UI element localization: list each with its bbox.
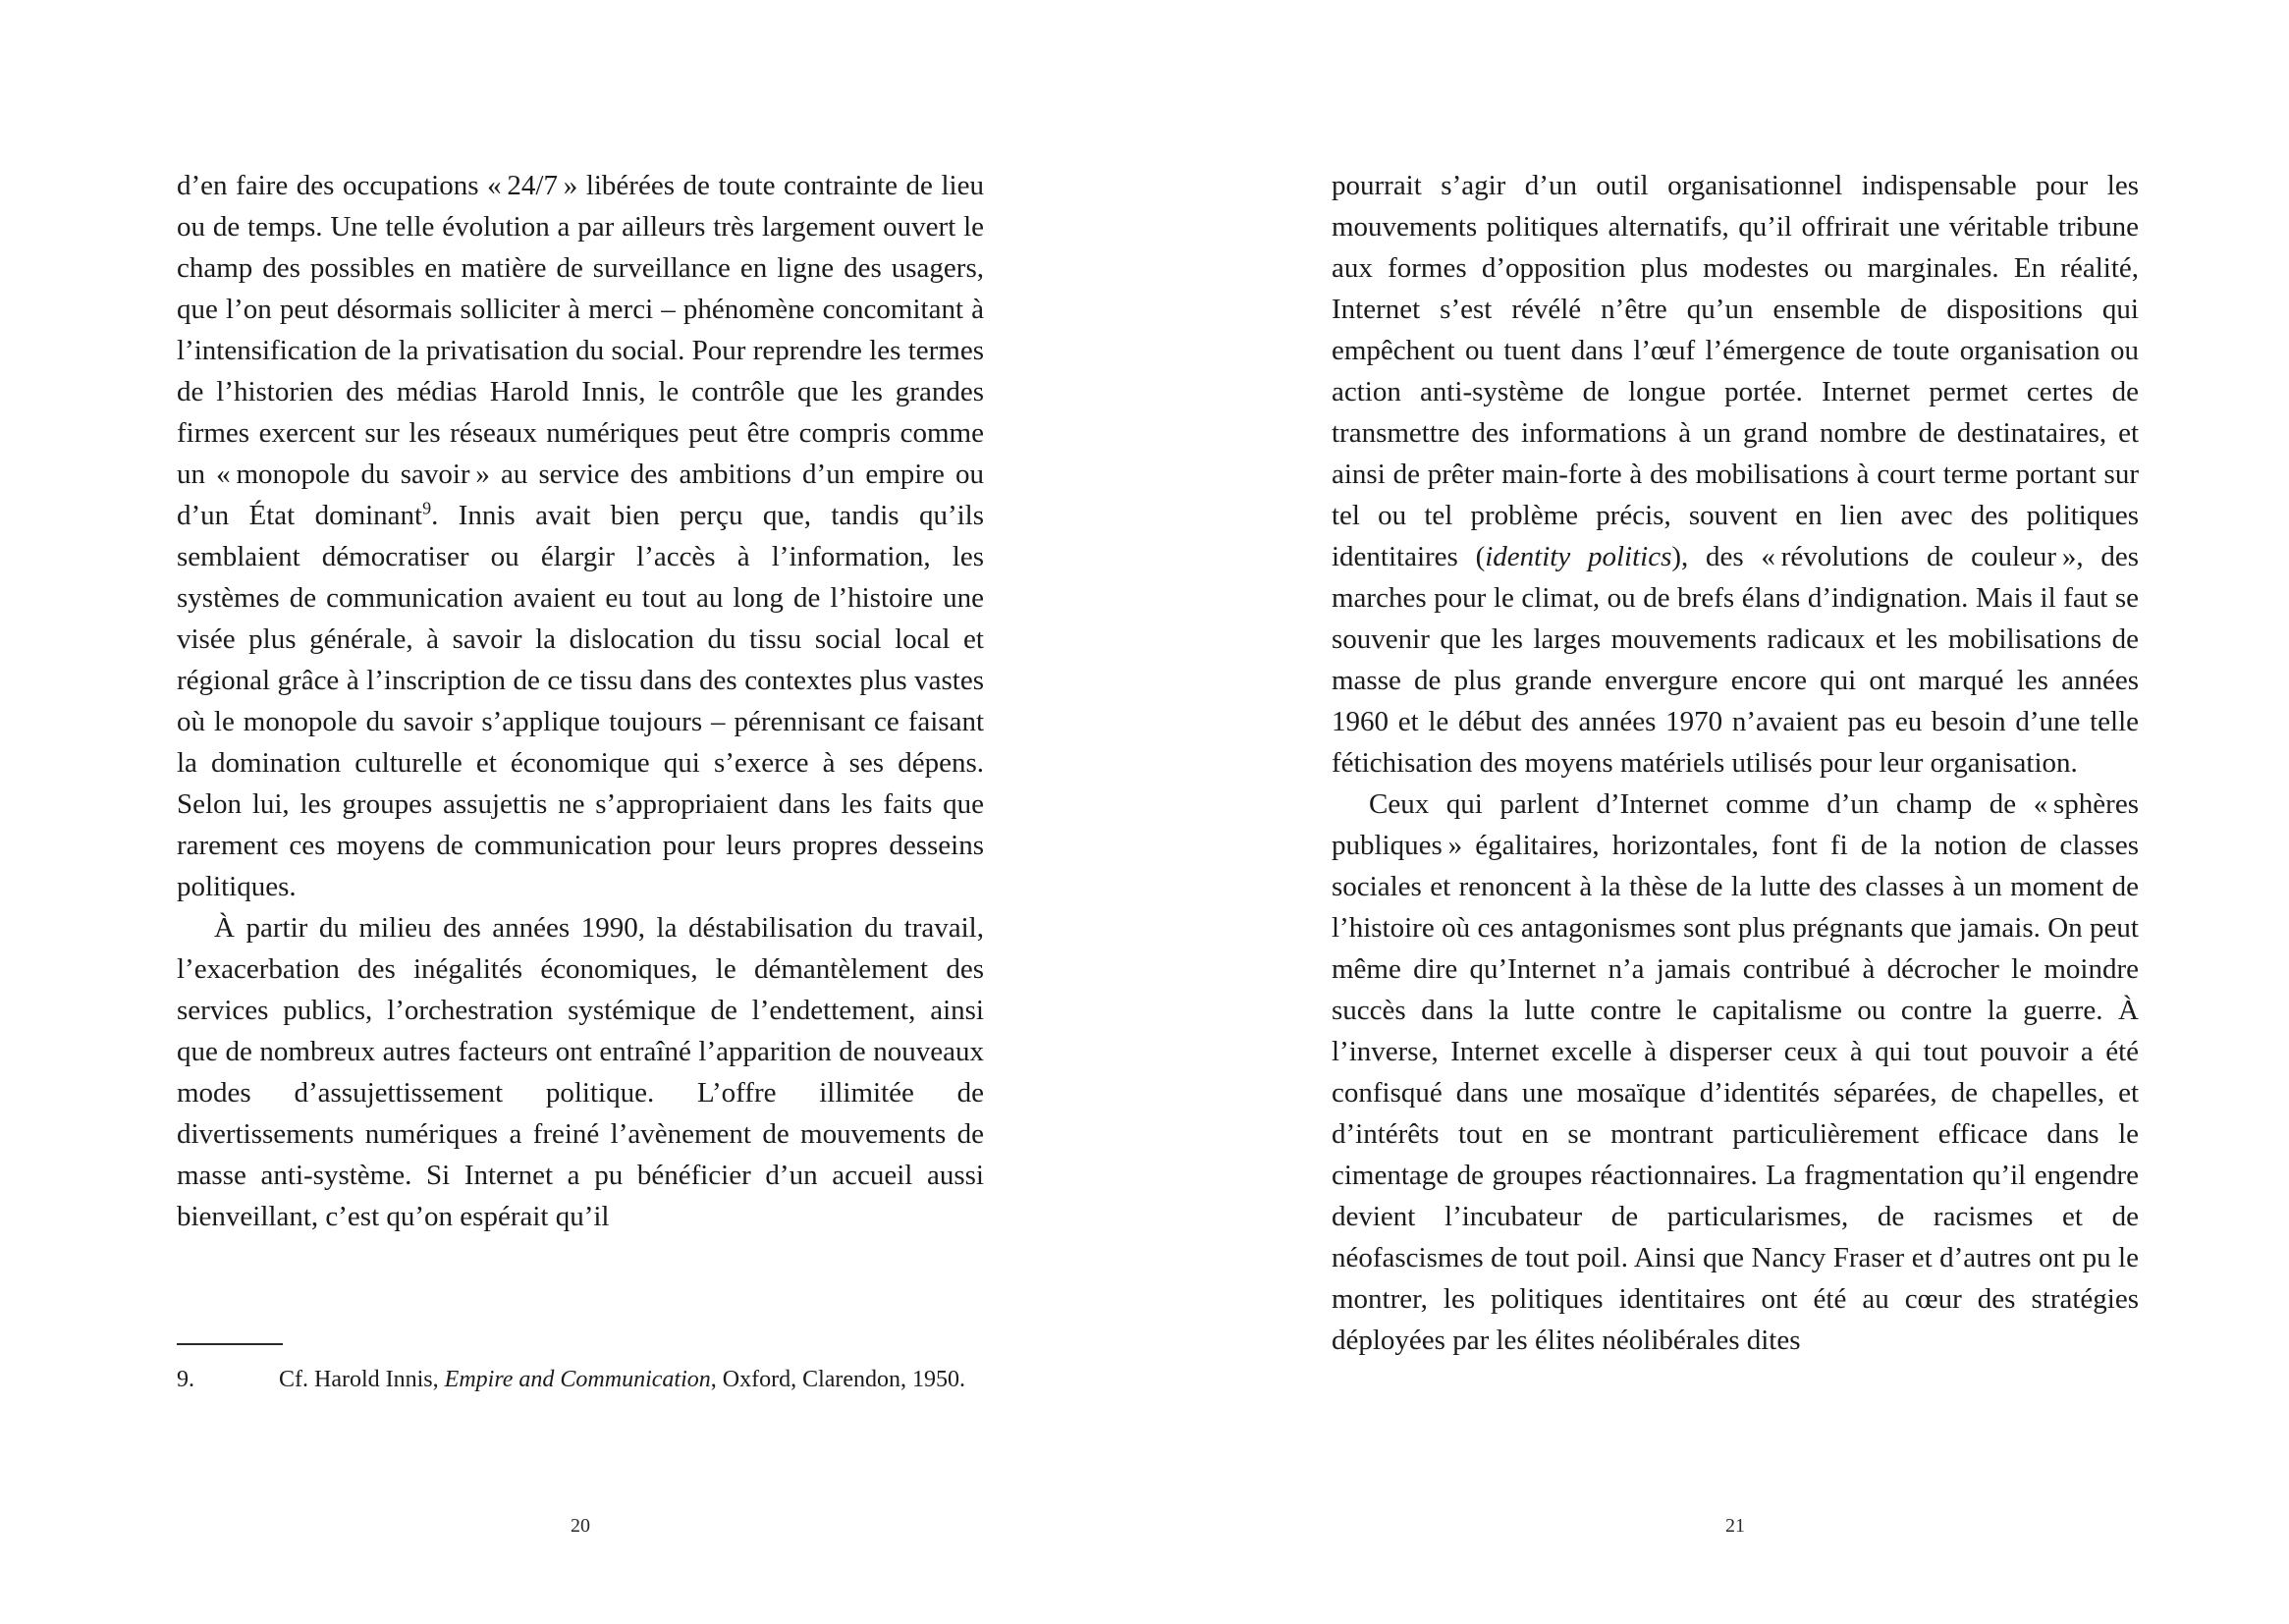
paragraph [177,907,984,1237]
text-segment: ), des « révolutions de couleur », des marches pour le climat, ou de brefs élans d’indignation. Mais il faut se souvenir que les larges mouvements radicaux et les mobilisations de masse de plus grande envergure encore qui ont marqué les années 1960 et le début des années 1970 n’avaient pas eu besoin d’une telle fétichisation des moyens matériels utilisés pour leur organisation. [1332,541,2139,779]
text-segment: pourrait s’agir d’un outil organisationnel indispensable pour les mouvements politiques alternatifs, qu’il offrirait une véritable tribune aux formes d’opposition plus modestes ou marginales. En réalité, Internet s’est révélé n’être qu’un ensemble de dispositions qui empêchent ou tuent dans l’œuf l’émergence de toute organisation ou action anti-système de longue portée. Internet permet certes de transmettre des informations à un grand nombre de destinataires, et ainsi de prêter main-forte à des mobilisations à court terme portant sur tel ou tel problème précis, souvent en lien avec des politiques identitaires ( [1332,170,2139,572]
footnote [177,1365,984,1395]
paragraph [1332,165,2139,784]
footnote-text [279,1365,984,1395]
text-segment: Cf. Harold Innis, [279,1367,445,1392]
footnote-separator-rule [177,1343,283,1345]
right-page-text-column [1332,165,2139,1361]
footnote-reference-mark: 9 [422,498,432,518]
footnote-area [177,1343,984,1395]
paragraph [177,165,984,907]
italic-text-segment: Empire and Communication [444,1367,711,1392]
text-segment: d’en faire des occupations « 24/7 » libérées de toute contrainte de lieu ou de temps. Une telle évolution a par ailleurs très largement ouvert le champ des possibles en matière de surveillance en ligne des usagers, que l’on peut désormais solliciter à merci – phénomène concomitant à l’intensification de la privatisation du social. Pour reprendre les termes de l’historien des médias Harold Innis, le contrôle que les grandes firmes exercent sur les réseaux numériques peut être compris comme un « monopole du savoir » au service des ambitions d’un empire ou d’un État dominant [177,170,984,531]
page-number-right: 21 [1725,1515,1745,1537]
text-segment: , Oxford, Clarendon, 1950. [710,1367,966,1392]
text-segment: À partir du milieu des années 1990, la déstabilisation du travail, l’exacerbation des inégalités économiques, le démantèlement des services publics, l’orchestration systémique de l’endettement, ainsi que de nombreux autres facteurs ont entraîné l’apparition de nouveaux modes d’assujettissement politique. L’offre illimitée de divertissements numériques a freiné l’avènement de mouvements de masse anti-système. Si Internet a pu bénéficier d’un accueil aussi bienveillant, c’est qu’on espérait qu’il [177,912,984,1232]
paragraph [1332,784,2139,1361]
page-number-left: 20 [571,1515,590,1537]
text-segment: . Innis avait bien perçu que, tandis qu’ils semblaient démocratiser ou élargir l’accès à l’information, les systèmes de communication avaient eu tout au long de l’histoire une visée plus générale, à savoir la dislocation du tissu social local et régional grâce à l’inscription de ce tissu dans des contextes plus vastes où le monopole du savoir s’applique toujours – pérennisant ce faisant la domination culturelle et économique qui s’exerce à ses dépens. Selon lui, les groupes assujettis ne s’appropriaient dans les faits que rarement ces moyens de communication pour leurs propres desseins politiques. [177,500,984,902]
left-page-text-column [177,165,984,1237]
footnote-number: 9. [177,1367,194,1392]
text-segment: Ceux qui parlent d’Internet comme d’un champ de « sphères publiques » égalitaires, horizontales, font fi de la notion de classes sociales et renoncent à la thèse de la lutte des classes à un moment de l’histoire où ces antagonismes sont plus prégnants que jamais. On peut même dire qu’Internet n’a jamais contribué à décrocher le moindre succès dans la lutte contre le capitalisme ou contre la guerre. À l’inverse, Internet excelle à disperser ceux à qui tout pouvoir a été confisqué dans une mosaïque d’identités séparées, de chapelles, et d’intérêts tout en se montrant particulièrement efficace dans le cimentage de groupes réactionnaires. La fragmentation qu’il engendre devient l’incubateur de particularismes, de racismes et de néofascismes de tout poil. Ainsi que Nancy Fraser et d’autres ont pu le montrer, les politiques identitaires ont été au cœur des stratégies déployées par les élites néolibérales dites [1332,788,2139,1356]
italic-text-segment: identity politics [1485,541,1672,572]
